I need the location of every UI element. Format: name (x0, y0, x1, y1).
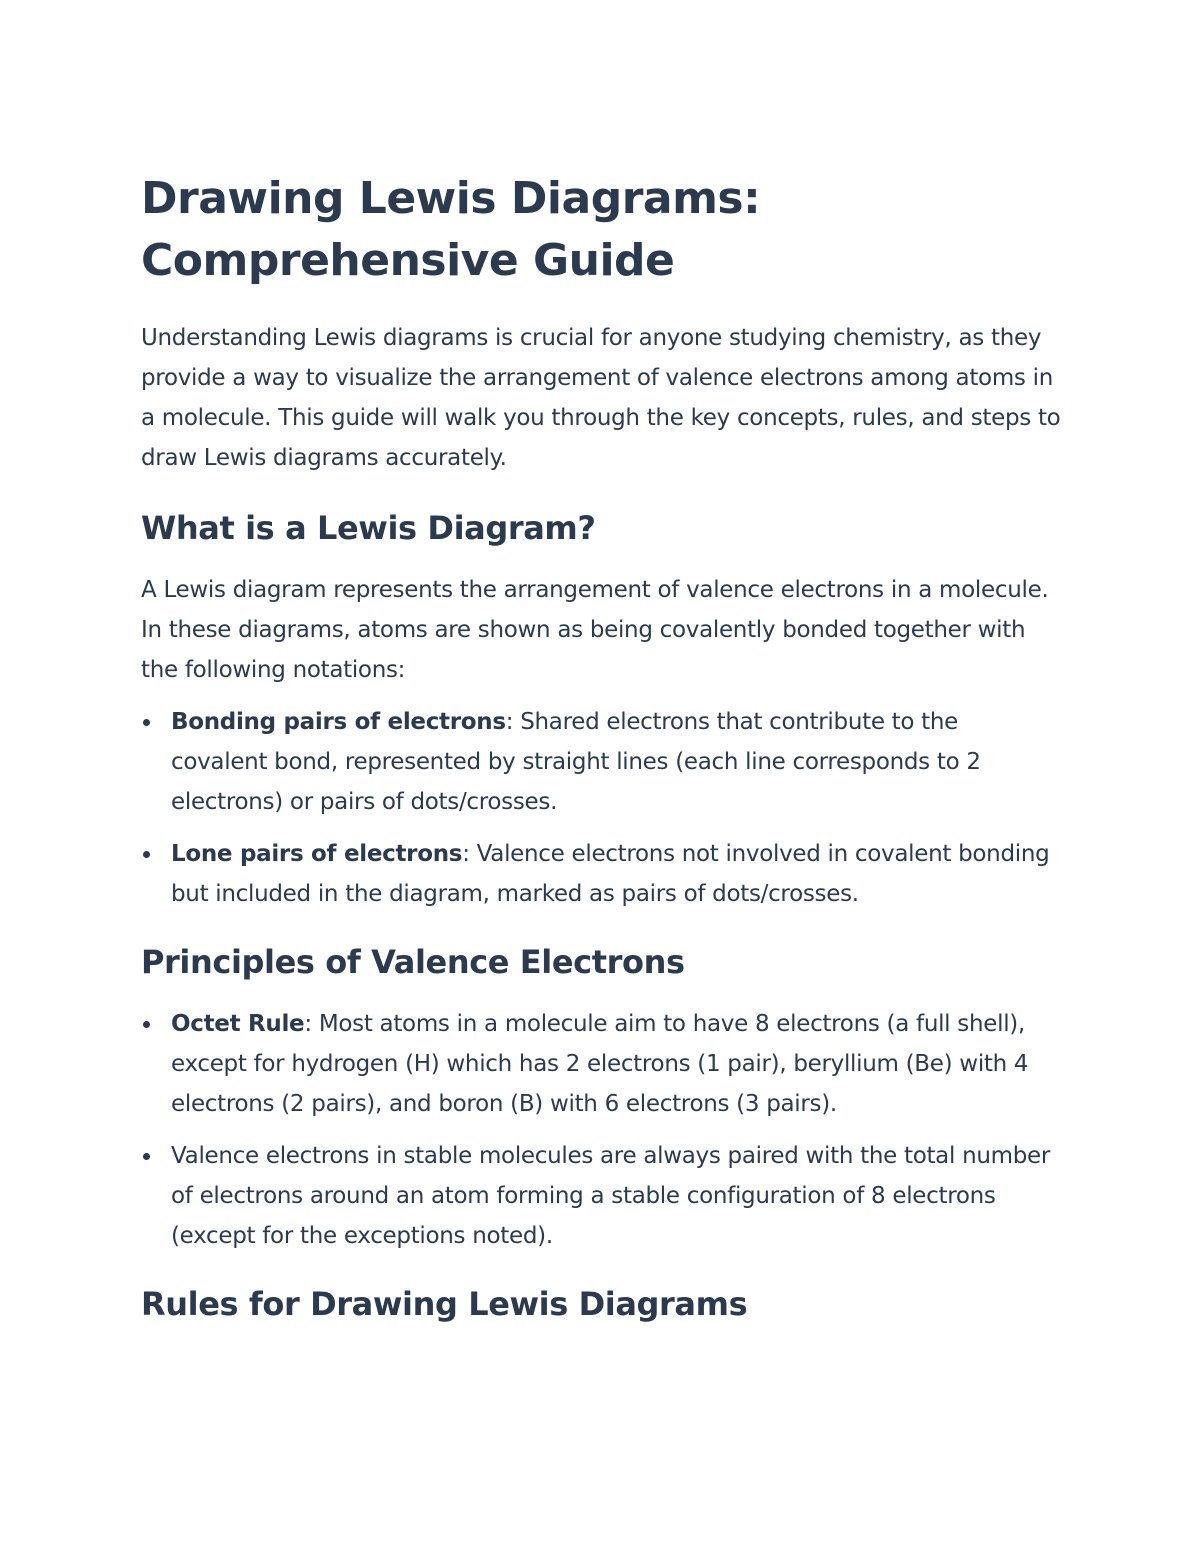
section-heading-rules: Rules for Drawing Lewis Diagrams (141, 1285, 748, 1323)
list-item (141, 834, 1061, 914)
list-item (141, 702, 1061, 822)
list-item (141, 1004, 1061, 1124)
list-item (141, 1136, 1061, 1256)
page-title: Drawing Lewis Diagrams: Comprehensive Guide (141, 173, 761, 286)
list-item-term: Octet Rule (171, 1011, 305, 1037)
principles-list (141, 1004, 1061, 1256)
list-item-text: : Valence electrons not involved in covalent bonding but included in the diagram, marked as pairs of dots/crosses. (171, 841, 1050, 907)
list-item-text: Valence electrons in stable molecules are always paired with the total number of electrons around an atom forming a stable configuration of 8 electrons (except for the exceptions noted). (171, 1143, 1051, 1249)
notation-list (141, 702, 1061, 914)
what-paragraph: A Lewis diagram represents the arrangement of valence electrons in a molecule. In these diagrams, atoms are shown as being covalently bonded together with the following notations: (141, 577, 1049, 683)
bullet-icon (143, 851, 150, 858)
list-item-text: : Most atoms in a molecule aim to have 8 electrons (a full shell), except for hydrogen (H) which has 2 electrons (1 pair), beryllium (Be) with 4 electrons (2 pairs), and boron (B) with 6 electrons (3 pairs). (171, 1011, 1029, 1117)
section-heading-principles: Principles of Valence Electrons (141, 943, 685, 981)
list-item-term: Bonding pairs of electrons (171, 709, 506, 735)
list-item-term: Lone pairs of electrons (171, 841, 463, 867)
bullet-icon (143, 1021, 150, 1028)
list-item-text: : Shared electrons that contribute to the covalent bond, represented by straight lines (each line corresponds to 2 electrons) or pairs of dots/crosses. (171, 709, 981, 815)
bullet-icon (143, 1153, 150, 1160)
section-heading-what-is-lewis-diagram: What is a Lewis Diagram? (141, 509, 596, 547)
bullet-icon (143, 719, 150, 726)
document-page (141, 168, 1061, 1326)
intro-paragraph: Understanding Lewis diagrams is crucial for anyone studying chemistry, as they provide a way to visualize the arrangement of valence electrons among atoms in a molecule. This guide will walk you through the key concepts, rules, and steps to draw Lewis diagrams accurately. (141, 325, 1061, 471)
